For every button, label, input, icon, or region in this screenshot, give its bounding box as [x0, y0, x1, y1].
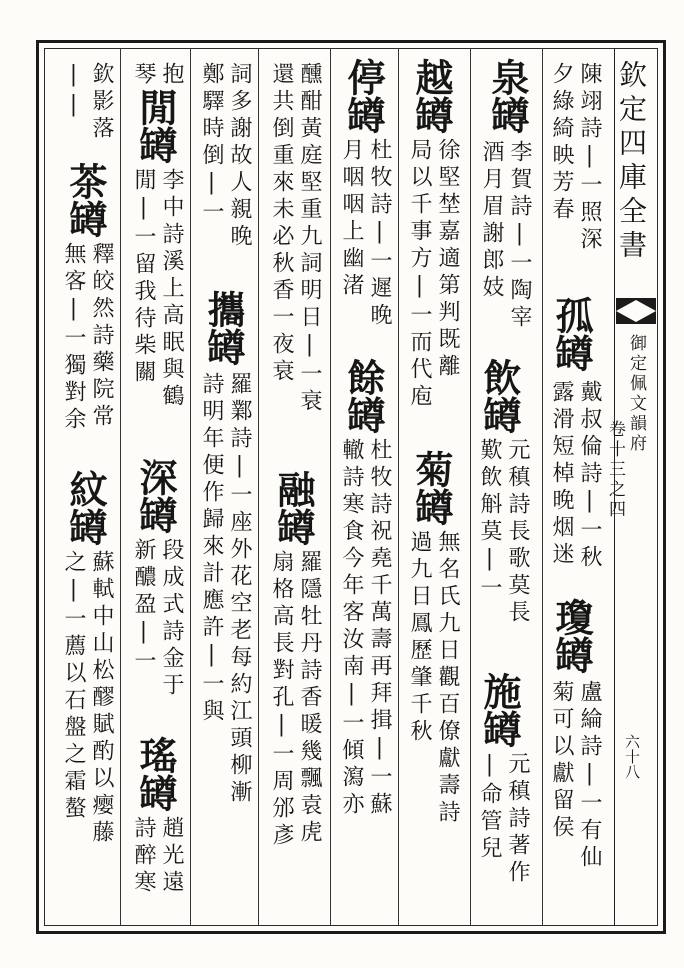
column-rule [330, 48, 331, 926]
text-line: 醺酣黃庭堅重九詞明日|一衰 [297, 62, 322, 416]
text-line: 杜牧詩|一遲晚 [367, 138, 392, 330]
fold-mark-icon [614, 296, 658, 326]
text-line: 陳翊詩|一照深 [577, 62, 602, 254]
headword: 紋罇 [63, 470, 108, 546]
text-line: 轍詩寒食今年客汝南|一傾瀉亦 [339, 438, 364, 819]
margin-book-title: 御定佩文韻府 [626, 334, 646, 454]
headword: 停罇 [341, 58, 386, 134]
text-line: 徐堅埜嘉適第判既離 [435, 138, 460, 381]
text-line: 月咽咽上幽渚 [339, 138, 364, 300]
text-line: 無名氏九日觀百僚獻壽詩 [435, 530, 460, 827]
headword: 深罇 [133, 458, 178, 534]
headword: 融罇 [271, 470, 316, 546]
text-line: 趙光遠 [159, 816, 184, 897]
text-line: 元稹詩著作 [505, 752, 530, 887]
text-line: 扇格高長對孔|一周邠彥 [269, 550, 294, 850]
text-line: 閒|一留我待柴關 [131, 168, 156, 387]
margin-volume: 卷十三之四 [605, 420, 625, 520]
headword: 瓊罇 [549, 598, 594, 674]
text-line: 酒月眉謝郎妓 [479, 140, 504, 302]
headword: 菊罇 [409, 450, 454, 526]
text-line: 李賀詩|一陶宰 [507, 140, 532, 332]
headword: 攜罇 [201, 290, 246, 366]
text-line: 羅鄴詩|一座外花空老每約江頭柳漸 [227, 372, 252, 807]
text-line: 琴 [131, 62, 156, 89]
headword: 茶罇 [63, 162, 108, 238]
text-line: 李中詩溪上高眠與鶴 [159, 168, 184, 411]
text-line: 詩醉寒 [131, 816, 156, 897]
book-series-title: 欽定四庫全書 [615, 60, 648, 264]
text-line: 元稹詩長歌莫長 [505, 438, 530, 627]
headword: 泉罇 [485, 58, 530, 134]
text-line: 釋皎然詩藥院常 [89, 242, 114, 431]
text-line: 盧綸詩|一有仙 [577, 680, 602, 872]
text-line: 過九日鳳歷肇千秋 [407, 530, 432, 746]
headword: 瑤罇 [133, 736, 178, 812]
text-line: 蘇軾中山松醪賦酌以瘿藤 [89, 550, 114, 847]
text-line: 無客|一獨對余 [61, 242, 86, 434]
text-line: || [61, 62, 86, 122]
column-rule [398, 48, 399, 926]
text-line: 菊可以獻留侯 [549, 680, 574, 842]
text-line: 還共倒重來未必秋香一夜衰 [269, 62, 294, 386]
text-line: 之|一薦以石盤之霜螯 [61, 550, 86, 823]
headword: 飲罇 [477, 358, 522, 434]
column-rule [258, 48, 259, 926]
column-rule [120, 48, 121, 926]
text-line: 羅隱牡丹詩香暖幾飄袁虎 [297, 550, 322, 847]
text-line: 戴叔倫詩|一秋 [577, 380, 602, 572]
headword: 閒罇 [133, 88, 178, 164]
headword: 餘罇 [341, 358, 386, 434]
text-line: |命管兒 [477, 752, 502, 863]
headword: 施罇 [477, 672, 522, 748]
column-rule [542, 48, 543, 926]
text-line: 新醲盈|一 [131, 538, 156, 676]
page-number: 六十八 [623, 734, 641, 779]
text-line: 詞多謝故人親晚 [227, 62, 252, 251]
text-line: 杜牧詩祝堯千萬壽再拜揖|一蘇 [367, 438, 392, 819]
text-line: 詩明年便作歸來計應許|一與 [199, 372, 224, 726]
text-line: 露滑短棹晚烟迷 [549, 380, 574, 569]
text-line: 欽影落 [89, 62, 114, 143]
text-line: 段成式詩金于 [159, 538, 184, 700]
headword: 越罇 [409, 58, 454, 134]
text-line: 抱 [159, 62, 184, 89]
column-rule [190, 48, 191, 926]
text-line: 夕綠綺映芳春 [549, 62, 574, 224]
text-line: 歎飲斛莫|一 [477, 438, 502, 603]
headword: 孤罇 [549, 296, 594, 372]
column-rule [470, 48, 471, 926]
text-line: 鄭驛時倒|一 [199, 62, 224, 227]
text-line: 局以千事方|一而代庖 [407, 138, 432, 411]
